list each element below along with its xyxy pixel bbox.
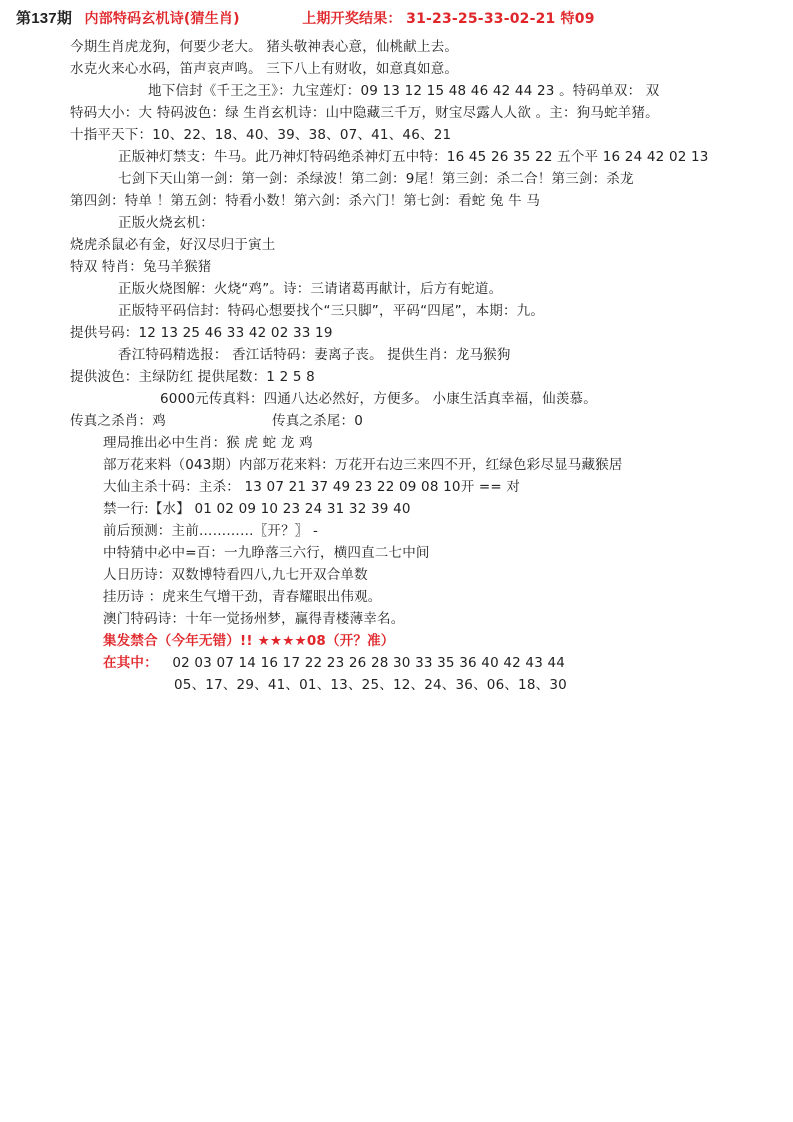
text-line-11: 特双 特肖：兔马羊猴猪	[70, 259, 212, 275]
text-line-13: 正版特平码信封：特码心想要找个“三只脚”，平码“四尾”，本期：九。	[118, 303, 545, 319]
issue-number: 第137期	[16, 10, 73, 27]
text-line-9: 正版火烧玄机：	[118, 215, 214, 231]
text-line-5: 十指平天下：10、22、18、40、39、38、07、41、46、21	[70, 127, 452, 143]
in-it-numbers-1: 02 03 07 14 16 17 22 23 26 28 30 33 35 36 40 42 43 44	[172, 655, 566, 671]
text-line-18b: 传真之杀尾：0	[272, 413, 363, 429]
text-line-8: 第四剑：特单 ！第五剑：特看小数！第六剑：杀六门！第七剑：看蛇 兔 牛 马	[70, 193, 541, 209]
text-line-23: 前后预测：主前…………〖开？〗 -	[103, 523, 319, 539]
text-line-18a: 传真之杀肖：鸡	[70, 413, 166, 429]
text-line-12: 正版火烧图解：火烧“鸡”。诗：三请诸葛再献计，后方有蛇道。	[118, 281, 503, 297]
text-line-27: 澳门特码诗：十年一觉扬州梦，赢得青楼薄幸名。	[103, 611, 405, 627]
last-result-label: 上期开奖结果：	[302, 11, 402, 27]
text-line-4: 特码大小：大 特码波色：绿 生肖玄机诗：山中隐藏三千万，财宝尽露人人欲 。主：狗马蛇羊猪。	[70, 105, 659, 121]
in-it-row-1	[103, 654, 565, 672]
text-line-22: 禁一行:【水】 01 02 09 10 23 24 31 32 39 40	[103, 501, 411, 517]
header-title: 内部特码玄机诗(猜生肖)	[84, 11, 240, 27]
in-it-numbers-2: 05、17、29、41、01、13、25、12、24、36、06、18、30	[174, 677, 567, 693]
text-line-2: 水克火来心水码，笛声哀声鸣。 三下八上有财收，如意真如意。	[70, 61, 459, 77]
text-line-6: 正版神灯禁支：牛马。此乃神灯特码绝杀神灯五中特：16 45 26 35 22 五个平 16 24 42 02 13	[118, 149, 709, 165]
text-line-16: 提供波色：主绿防红 提供尾数：1 2 5 8	[70, 369, 315, 385]
text-line-21: 大仙主杀十码：主杀： 13 07 21 37 49 23 22 09 08 10开 == 对	[103, 479, 521, 495]
text-line-25: 人日历诗：双数博特看四八,九七开双合单数	[103, 567, 368, 583]
text-line-15: 香江特码精选报： 香江话特码：妻离子丧。 提供生肖：龙马猴狗	[118, 347, 511, 363]
text-line-7: 七剑下天山第一剑：第一剑：杀绿波！第二剑：9尾！第三剑：杀二合！第三剑：杀龙	[118, 171, 634, 187]
text-line-3: 地下信封《千王之王》：九宝莲灯：09 13 12 15 48 46 42 44 23 。特码单双： 双	[148, 83, 660, 99]
text-line-24: 中特猜中必中=百：一九睁落三六行，横四直二七中间	[103, 545, 430, 561]
text-line-26: 挂历诗 ：虎来生气增干劲，青春耀眼出伟观。	[103, 589, 382, 605]
text-line-17: 6000元传真料：四通八达必然好，方便多。 小康生活真幸福，仙羡慕。	[160, 391, 597, 407]
text-line-14: 提供号码：12 13 25 46 33 42 02 33 19	[70, 325, 333, 341]
text-line-19: 理局推出必中生肖：猴 虎 蛇 龙 鸡	[103, 435, 313, 451]
header-row	[16, 10, 595, 28]
text-line-1: 今期生肖虎龙狗，何要少老大。 猪头敬神表心意，仙桃献上去。	[70, 39, 459, 55]
in-it-label: 在其中：	[103, 655, 158, 671]
text-line-10: 烧虎杀鼠必有金，好汉尽归于寅土	[70, 237, 276, 253]
highlight-line: 集发禁合（今年无错）!! ★★★★08（开？准）	[103, 633, 395, 649]
text-line-20: 部万花来料（043期）内部万花来料：万花开右边三来四不开，红绿色彩尽显马藏猴居	[103, 457, 623, 473]
last-result-value: 31-23-25-33-02-21 特09	[406, 11, 595, 27]
